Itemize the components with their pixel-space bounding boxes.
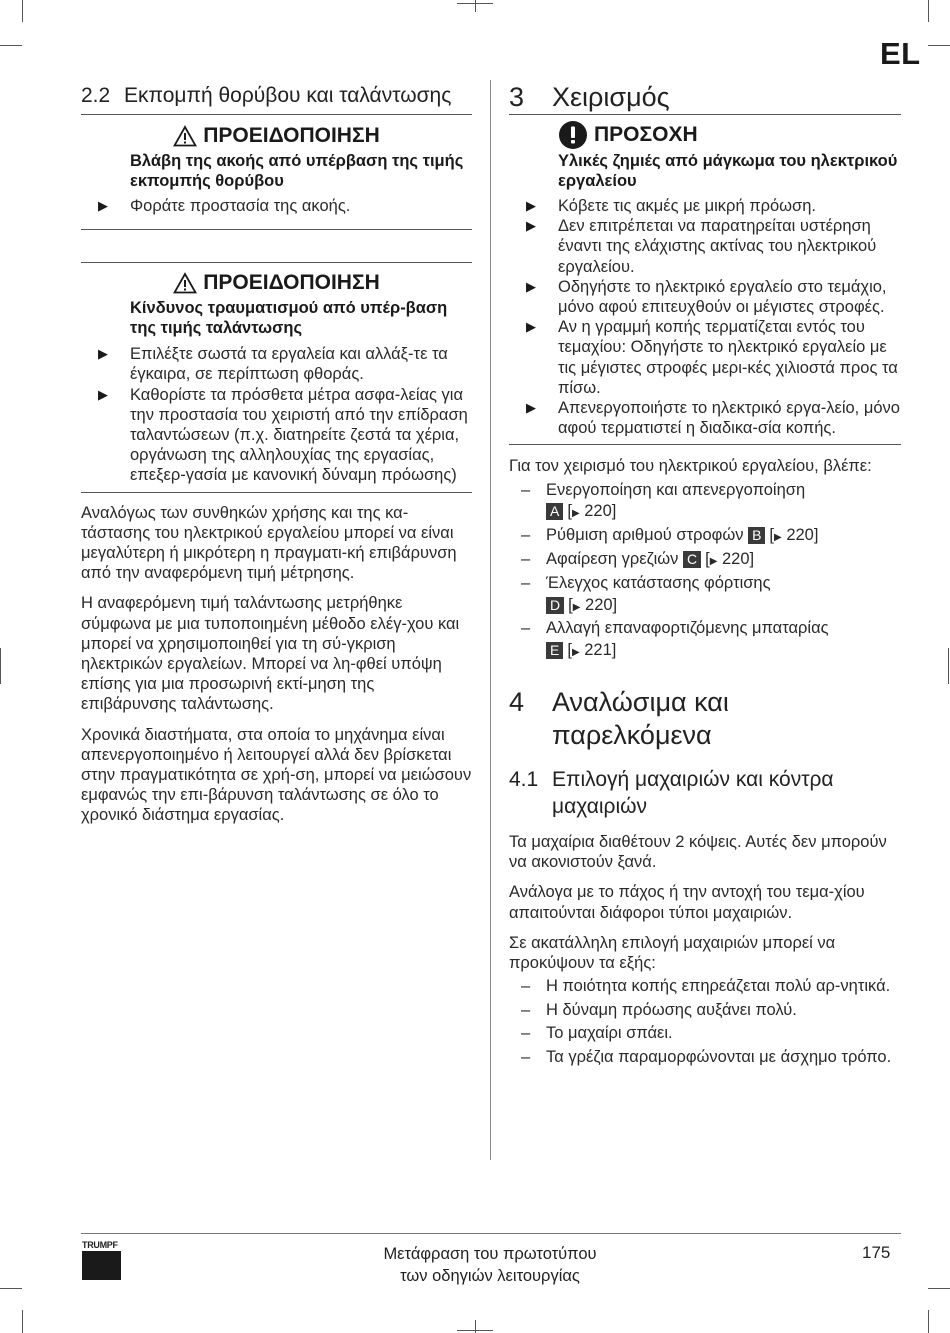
- paragraph: Αναλόγως των συνθηκών χρήσης και της κα-τάστασης του ηλεκτρικού εργαλείου μπορεί να είναι μεγαλύτερη ή μικρότερη η πραγματι-κή επιβάρυνση από την αναφερόμενη τιμή μέτρησης.: [81, 503, 457, 583]
- brand-logo-text: TRUMPF: [82, 1240, 118, 1250]
- crop-mark: [457, 3, 493, 4]
- section-title: Επιλογή μαχαιριών και κόντρα μαχαιριών: [552, 768, 834, 819]
- footer-rule: [81, 1233, 901, 1234]
- crop-mark: [457, 1330, 493, 1331]
- caution-label: ΠΡΟΣΟΧΗ: [594, 123, 698, 146]
- paragraph: Χρονικά διαστήματα, στα οποία το μηχάνημα είναι απενεργοποιημένο ή λειτουργεί αλλά δεν βρίσκεται στην πραγματικότητα σε χρή-ση, μπορεί να μειώσουν εμφανώς την επι-βάρυνση ταλάντωσης σε όλο το χρονικό διάστημα εργασίας.: [81, 725, 472, 825]
- instruction-item: [509, 196, 901, 216]
- bullet-triangle-icon: ▶: [98, 386, 108, 402]
- list-item: – Το μαχαίρι σπάει.: [521, 1024, 673, 1043]
- paragraph: Ανάλογα με το πάχος ή την αντοχή του τεμα-χίου απαιτούνται διάφοροι τύποι μαχαιριών.: [509, 883, 865, 922]
- language-code: EL: [880, 36, 921, 71]
- bullet-triangle-icon: ▶: [98, 198, 108, 213]
- reference-item[interactable]: – Αφαίρεση γρεζιών C [▶ 220]: [521, 550, 755, 569]
- instruction-text: Κόβετε τις ακμές με μικρή πρόωση.: [558, 197, 816, 215]
- section-title: Χειρισμός: [552, 82, 670, 112]
- figure-badge: D: [546, 597, 564, 614]
- section-title: Αναλώσιμα και παρελκόμενα: [552, 687, 729, 751]
- warning-triangle-icon: [173, 125, 197, 147]
- caution-title: [509, 121, 901, 149]
- list-item: – Τα γρέζια παραμορφώνονται με άσχημο τρόπο.: [521, 1047, 892, 1066]
- rule: [81, 114, 472, 115]
- rule: [81, 492, 472, 493]
- crop-mark: [928, 1288, 950, 1289]
- caution-subtitle: Υλικές ζημιές από μάγκωμα του ηλεκτρικού εργαλείου: [558, 152, 898, 190]
- bullet-triangle-icon: ▶: [526, 278, 536, 294]
- caution-box: [509, 121, 901, 438]
- link-arrow-icon: ▶: [709, 556, 718, 568]
- page-reference[interactable]: 220: [721, 550, 750, 569]
- link-arrow-icon: ▶: [571, 647, 580, 659]
- warning-label: ΠΡΟΕΙΔΟΠΟΙΗΣΗ: [203, 271, 380, 295]
- crop-mark: [928, 0, 929, 22]
- reference-text: Έλεγχος κατάστασης φόρτισης: [546, 573, 771, 592]
- figure-badge: B: [748, 527, 765, 544]
- instruction-item: [509, 216, 901, 277]
- warning-triangle-icon: [173, 272, 197, 294]
- figure-badge: C: [683, 551, 701, 568]
- reference-text: Ρύθμιση αριθμού στροφών: [546, 526, 744, 545]
- page-reference[interactable]: 220: [786, 526, 814, 545]
- warning-box-vibration: [81, 269, 472, 485]
- crop-mark: [0, 45, 22, 46]
- rule: [509, 114, 901, 115]
- instruction-text: Φοράτε προστασία της ακοής.: [130, 197, 351, 215]
- link-arrow-icon: ▶: [571, 508, 580, 520]
- page-number: 175: [862, 1243, 891, 1262]
- instruction-text: Επιλέξτε σωστά τα εργαλεία και αλλάξ-τε τα έγκαιρα, σε περίπτωση φθοράς.: [130, 345, 448, 384]
- section-heading-3: [509, 81, 901, 114]
- column-divider: [490, 80, 491, 1160]
- right-column: [509, 80, 901, 1067]
- crop-mark: [948, 648, 949, 684]
- figure-badge: E: [546, 642, 563, 659]
- footer-line: Μετάφραση του πρωτοτύπου: [383, 1245, 597, 1263]
- rule: [81, 229, 472, 230]
- warning-instructions: [81, 196, 472, 216]
- section-heading-4: [509, 686, 901, 752]
- instruction-text: Δεν επιτρέπεται να παρατηρείται υστέρηση έναντι της ελάχιστης ακτίνας του ηλεκτρικού εργαλείου.: [558, 217, 877, 276]
- section-heading-2-2: [81, 82, 472, 109]
- warning-label: ΠΡΟΕΙΔΟΠΟΙΗΣΗ: [203, 124, 380, 147]
- left-column: [81, 80, 472, 826]
- crop-mark: [0, 648, 1, 684]
- section-number: 3: [509, 82, 525, 112]
- instruction-text: Καθορίστε τα πρόσθετα μέτρα ασφα-λείας για την προστασία του χειριστή από την επίδραση ταλαντώσεων (π.χ. διατηρείτε ζεστά τα χέρια, οργάνωση της αλληλουχίας της εργασίας, επεξερ-γασία με κανονική δύναμη πρόωσης): [130, 385, 468, 485]
- link-arrow-icon: ▶: [572, 601, 581, 613]
- rule: [81, 262, 472, 263]
- page-reference[interactable]: 220: [585, 595, 613, 614]
- reference-text: Ενεργοποίηση και απενεργοποίηση: [546, 480, 806, 499]
- bullet-triangle-icon: ▶: [526, 319, 536, 335]
- warning-subtitle: Βλάβη της ακοής από υπέρβαση της τιμής εκπομπής θορύβου: [130, 152, 464, 190]
- reference-list: [509, 480, 901, 664]
- figure-badge: A: [546, 503, 563, 520]
- warning-title: [81, 269, 472, 297]
- crop-mark: [928, 1310, 929, 1333]
- bullet-triangle-icon: ▶: [526, 400, 536, 416]
- instruction-item: [81, 196, 472, 216]
- list-item: – Η ποιότητα κοπής επηρεάζεται πολύ αρ-νητικά.: [521, 977, 891, 996]
- bullet-triangle-icon: ▶: [526, 218, 536, 234]
- crop-mark: [475, 0, 476, 12]
- instruction-item: [509, 398, 901, 438]
- section-number: 2.2: [81, 84, 111, 107]
- list-item: – Η δύναμη πρόωσης αυξάνει πολύ.: [521, 1000, 797, 1019]
- footer-caption: [340, 1243, 640, 1287]
- section-number: 4.1: [509, 768, 539, 792]
- instruction-text: Οδηγήστε το ηλεκτρικό εργαλείο στο τεμάχιο, μόνο αφού επιτευχθούν οι μέγιστες στροφές.: [558, 277, 887, 317]
- instruction-item: [81, 344, 472, 384]
- rule: [509, 444, 901, 445]
- crop-mark: [475, 1320, 476, 1333]
- warning-instructions: [81, 344, 472, 485]
- crop-mark: [22, 0, 23, 22]
- paragraph: Τα μαχαίρια διαθέτουν 2 κόψεις. Αυτές δεν μπορούν να ακονιστούν ξανά.: [509, 833, 887, 872]
- section-number: 4: [509, 687, 525, 718]
- page-reference[interactable]: 221: [584, 641, 612, 660]
- crop-mark: [928, 45, 950, 46]
- bullet-triangle-icon: ▶: [526, 198, 536, 213]
- warning-subtitle: Κίνδυνος τραυματισμού από υπέρ-βαση της τιμής ταλάντωσης: [130, 299, 448, 338]
- exclamation-circle-icon: [558, 120, 588, 150]
- brand-logo-block: [82, 1251, 121, 1280]
- page-reference[interactable]: 220: [584, 502, 612, 521]
- list-item-text: Τα γρέζια παραμορφώνονται με άσχημο τρόπο.: [546, 1047, 892, 1066]
- reference-item[interactable]: – Ρύθμιση αριθμού στροφών B [▶ 220]: [521, 526, 819, 545]
- section-heading-4-1: [509, 766, 901, 820]
- consequence-list: [509, 976, 901, 1067]
- footer-line: των οδηγιών λειτουργίας: [400, 1267, 580, 1285]
- crop-mark: [0, 1288, 22, 1289]
- list-item-text: Η δύναμη πρόωσης αυξάνει πολύ.: [546, 1000, 797, 1019]
- bullet-triangle-icon: ▶: [98, 346, 108, 362]
- paragraph: Η αναφερόμενη τιμή ταλάντωσης μετρήθηκε σύμφωνα με μια τυποποιημένη μέθοδο ελέγ-χου και μπορεί να χρησιμοποιηθεί για τη σύ-γκριση ηλεκτρικών εργαλείων. Μπορεί να λη-φθεί υπόψη επίσης για μια προσωρινή εκτί-μηση της επιβάρυνσης ταλάντωσης.: [81, 594, 460, 714]
- instruction-item: [509, 317, 901, 398]
- reference-text: Αλλαγή επαναφορτιζόμενης μπαταρίας: [546, 619, 829, 638]
- crop-mark: [22, 1310, 23, 1333]
- caution-instructions: [509, 196, 901, 438]
- warning-box-noise: [81, 122, 472, 216]
- section-title: Εκπομπή θορύβου και ταλάντωσης: [124, 84, 452, 107]
- reference-text: Αφαίρεση γρεζιών: [546, 550, 679, 569]
- reference-item[interactable]: – Αλλαγή επαναφορτιζόμενης μπαταρίας E [▶ 221]: [521, 619, 829, 660]
- warning-title: [81, 122, 472, 150]
- instruction-item: [509, 277, 901, 317]
- list-item-text: Η ποιότητα κοπής επηρεάζεται πολύ αρ-νητικά.: [546, 977, 891, 996]
- instruction-text: Απενεργοποιήστε το ηλεκτρικό εργα-λείο, μόνο αφού τερματιστεί η διαδικα-σία κοπής.: [558, 399, 900, 438]
- reference-item[interactable]: – Ενεργοποίηση και απενεργοποίηση A [▶ 220]: [521, 480, 806, 521]
- instruction-item: [81, 385, 472, 486]
- link-arrow-icon: ▶: [774, 532, 782, 544]
- instruction-text: Αν η γραμμή κοπής τερματίζεται εντός του τεμαχίου: Οδηγήστε το ηλεκτρικό εργαλείο με τις μέγιστες στροφές μερι-κές χιλιοστά προς τα πίσω.: [558, 318, 898, 397]
- list-item-text: Το μαχαίρι σπάει.: [546, 1024, 673, 1043]
- reference-item[interactable]: – Έλεγχος κατάστασης φόρτισης D [▶ 220]: [521, 573, 771, 614]
- paragraph: Σε ακατάλληλη επιλογή μαχαιριών μπορεί να προκύψουν τα εξής:: [509, 933, 836, 973]
- intro-paragraph: Για τον χειρισμό του ηλεκτρικού εργαλείου, βλέπε:: [509, 457, 872, 476]
